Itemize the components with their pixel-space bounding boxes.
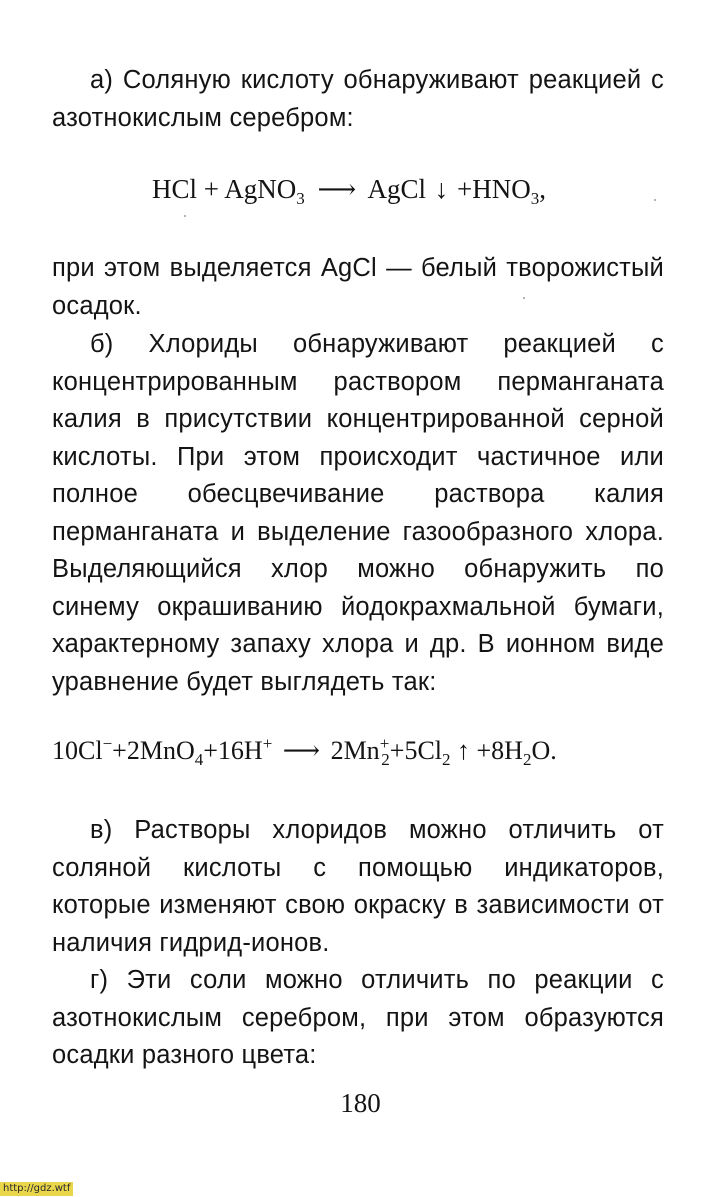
eq2-mno4: +2MnO: [112, 736, 195, 765]
page-number: 180: [340, 1088, 381, 1118]
eq2-up-arrow: ↑: [457, 736, 471, 765]
eq2-cl: 10Cl: [52, 736, 103, 765]
eq2-cl2: +5Cl: [389, 736, 443, 765]
scan-speck: [523, 297, 525, 299]
eq2-h2: +8H: [476, 736, 523, 765]
eq2-h: +16H: [203, 736, 263, 765]
eq1-arrow: ⟶: [317, 174, 357, 204]
eq1-hno3-sub: 3: [530, 189, 540, 208]
paragraph-a-cont-block: [52, 250, 664, 325]
paragraph-v: в) Растворы хлоридов можно отличить от соляной кислоты с помощью индикаторов, которые изменяют свою окраску в зависимости от наличия гидрид-ионов.: [52, 816, 664, 957]
eq2-h2-sub: 2: [522, 750, 532, 769]
site-watermark[interactable]: http://gdz.wtf: [0, 1182, 73, 1196]
eq2-h-sup: +: [262, 734, 273, 753]
eq1-down-arrow: ↓: [434, 174, 449, 204]
eq1-hno3: +HNO: [457, 174, 531, 204]
equation-hcl-agno3: [152, 174, 546, 208]
eq2-mn-sub: 2: [381, 750, 390, 769]
equation-ionic: [52, 734, 557, 769]
eq2-arrow: ⟶: [282, 736, 321, 765]
eq2-mn-sup: +: [379, 734, 390, 753]
scan-speck: [184, 215, 186, 217]
paragraph-a-block: [52, 62, 664, 137]
paragraph-a-continuation: при этом выделяется AgCl — белый творожистый осадок.: [52, 254, 664, 320]
paragraph-g: г) Эти соли можно отличить по реакции с азотнокислым серебром, при этом образуются осадки разного цвета:: [52, 966, 664, 1069]
paragraph-a: а) Соляную кислоту обнаруживают реакцией с азотнокислым серебром:: [52, 66, 664, 132]
eq1-agcl: AgCl: [367, 174, 426, 204]
scan-speck: [654, 199, 656, 201]
eq2-cl-sup: −: [102, 734, 113, 753]
eq1-end: ,: [539, 174, 546, 204]
eq2-mn: 2Mn: [330, 736, 380, 765]
eq2-cl2-sub: 2: [442, 750, 451, 769]
paragraph-g-block: [52, 962, 664, 1075]
paragraph-v-block: [52, 812, 664, 962]
paragraph-b: б) Хлориды обнаруживают реакцией с концентрированным раствором перманганата калия в присутствии концентрированной серной кислоты. При этом происходит частичное или полное обесцвечивание раствора калия перманганата и выделение газообразного хлора. Выделяющийся хлор можно обнаружить по синему окрашиванию йодокрахмальной бумаги, характерному запаху хлора и др. В ионном виде уравнение будет выглядеть так:: [52, 330, 664, 696]
eq1-lhs-sub: 3: [296, 189, 305, 208]
eq2-mno4-sub: 4: [194, 750, 204, 769]
eq2-o: O.: [531, 736, 557, 765]
eq1-lhs: HCl + AgNO: [152, 174, 297, 204]
paragraph-b-block: [52, 326, 664, 701]
